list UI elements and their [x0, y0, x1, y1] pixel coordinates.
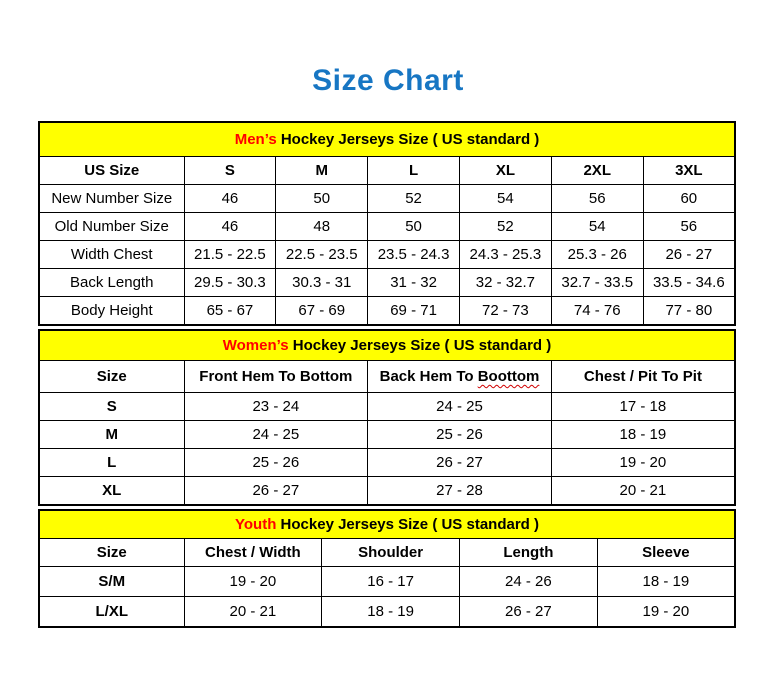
size-value-cell: 46	[184, 213, 276, 241]
column-header-cell: Size	[39, 361, 184, 393]
column-header-cell: 3XL	[643, 157, 735, 185]
size-value-cell: 50	[276, 185, 368, 213]
size-value-cell: 31 - 32	[368, 269, 460, 297]
column-header-cell: Shoulder	[322, 539, 460, 567]
row-label-cell: Body Height	[39, 297, 184, 326]
mens-size-table	[38, 121, 736, 326]
column-header-cell: Front Hem To Bottom	[184, 361, 368, 393]
table-row	[39, 213, 735, 241]
table-row	[39, 449, 735, 477]
row-label-cell: Old Number Size	[39, 213, 184, 241]
size-value-cell: 25 - 26	[184, 449, 368, 477]
size-value-cell: 32.7 - 33.5	[551, 269, 643, 297]
size-value-cell: 54	[459, 185, 551, 213]
size-value-cell: 69 - 71	[368, 297, 460, 326]
header-text: Back Hem To	[379, 368, 478, 385]
womens-header-row	[39, 361, 735, 393]
size-value-cell: 52	[459, 213, 551, 241]
size-value-cell: 19 - 20	[551, 449, 735, 477]
row-label-cell: S/M	[39, 567, 184, 597]
row-label-cell: Width Chest	[39, 241, 184, 269]
column-header-cell: S	[184, 157, 276, 185]
size-value-cell: 50	[368, 213, 460, 241]
column-header-cell: 2XL	[551, 157, 643, 185]
size-value-cell: 52	[368, 185, 460, 213]
youth-header-row	[39, 539, 735, 567]
size-value-cell: 18 - 19	[551, 421, 735, 449]
size-value-cell: 29.5 - 30.3	[184, 269, 276, 297]
size-value-cell: 54	[551, 213, 643, 241]
youth-band-row	[39, 510, 735, 539]
table-row	[39, 421, 735, 449]
size-value-cell: 72 - 73	[459, 297, 551, 326]
mens-header-row	[39, 157, 735, 185]
womens-band-highlight: Women’s	[222, 337, 289, 354]
size-value-cell: 27 - 28	[368, 477, 552, 506]
size-value-cell: 19 - 20	[184, 567, 322, 597]
spellcheck-squiggle-word: Boottom	[477, 368, 540, 385]
tables-container	[38, 121, 736, 628]
column-header-cell-misspelled	[368, 361, 552, 393]
mens-band-text: Hockey Jerseys Size ( US standard )	[276, 131, 540, 148]
column-header-cell: US Size	[39, 157, 184, 185]
size-value-cell: 32 - 32.7	[459, 269, 551, 297]
row-label-cell: L/XL	[39, 597, 184, 628]
column-header-cell: XL	[459, 157, 551, 185]
size-value-cell: 24 - 25	[184, 421, 368, 449]
row-label-cell: Back Length	[39, 269, 184, 297]
size-value-cell: 19 - 20	[597, 597, 735, 628]
column-header-cell: M	[276, 157, 368, 185]
size-value-cell: 20 - 21	[551, 477, 735, 506]
mens-band-row	[39, 122, 735, 157]
table-row	[39, 477, 735, 506]
size-value-cell: 56	[551, 185, 643, 213]
size-value-cell: 24 - 26	[460, 567, 598, 597]
row-label-cell: XL	[39, 477, 184, 506]
row-label-cell: New Number Size	[39, 185, 184, 213]
row-label-cell: S	[39, 393, 184, 421]
womens-size-table	[38, 329, 736, 506]
table-row	[39, 393, 735, 421]
row-label-cell: L	[39, 449, 184, 477]
size-value-cell: 65 - 67	[184, 297, 276, 326]
size-value-cell: 18 - 19	[597, 567, 735, 597]
size-value-cell: 23.5 - 24.3	[368, 241, 460, 269]
table-row	[39, 185, 735, 213]
table-row	[39, 241, 735, 269]
mens-section-band	[39, 122, 735, 157]
youth-band-text: Hockey Jerseys Size ( US standard )	[276, 516, 539, 533]
womens-band-row	[39, 330, 735, 361]
size-value-cell: 56	[643, 213, 735, 241]
size-value-cell: 48	[276, 213, 368, 241]
column-header-cell: Chest / Width	[184, 539, 322, 567]
youth-section-band	[39, 510, 735, 539]
size-value-cell: 26 - 27	[460, 597, 598, 628]
size-value-cell: 26 - 27	[184, 477, 368, 506]
size-value-cell: 24.3 - 25.3	[459, 241, 551, 269]
size-value-cell: 16 - 17	[322, 567, 460, 597]
size-value-cell: 30.3 - 31	[276, 269, 368, 297]
column-header-cell: Length	[460, 539, 598, 567]
table-row	[39, 269, 735, 297]
size-value-cell: 26 - 27	[643, 241, 735, 269]
column-header-cell: Sleeve	[597, 539, 735, 567]
row-label-cell: M	[39, 421, 184, 449]
youth-size-table	[38, 509, 736, 628]
size-value-cell: 22.5 - 23.5	[276, 241, 368, 269]
table-row	[39, 297, 735, 326]
womens-band-text: Hockey Jerseys Size ( US standard )	[288, 337, 552, 354]
size-value-cell: 74 - 76	[551, 297, 643, 326]
size-value-cell: 25 - 26	[368, 421, 552, 449]
size-value-cell: 21.5 - 22.5	[184, 241, 276, 269]
size-value-cell: 23 - 24	[184, 393, 368, 421]
size-value-cell: 77 - 80	[643, 297, 735, 326]
table-row	[39, 567, 735, 597]
size-value-cell: 20 - 21	[184, 597, 322, 628]
table-row	[39, 597, 735, 628]
youth-band-highlight: Youth	[235, 516, 277, 533]
column-header-cell: Size	[39, 539, 184, 567]
size-value-cell: 24 - 25	[368, 393, 552, 421]
size-value-cell: 18 - 19	[322, 597, 460, 628]
column-header-cell: Chest / Pit To Pit	[551, 361, 735, 393]
size-value-cell: 25.3 - 26	[551, 241, 643, 269]
column-header-cell: L	[368, 157, 460, 185]
mens-band-highlight: Men’s	[234, 131, 277, 148]
size-value-cell: 33.5 - 34.6	[643, 269, 735, 297]
size-value-cell: 67 - 69	[276, 297, 368, 326]
size-value-cell: 46	[184, 185, 276, 213]
size-value-cell: 60	[643, 185, 735, 213]
page-title: Size Chart	[312, 64, 464, 97]
womens-section-band	[39, 330, 735, 361]
size-value-cell: 17 - 18	[551, 393, 735, 421]
size-value-cell: 26 - 27	[368, 449, 552, 477]
